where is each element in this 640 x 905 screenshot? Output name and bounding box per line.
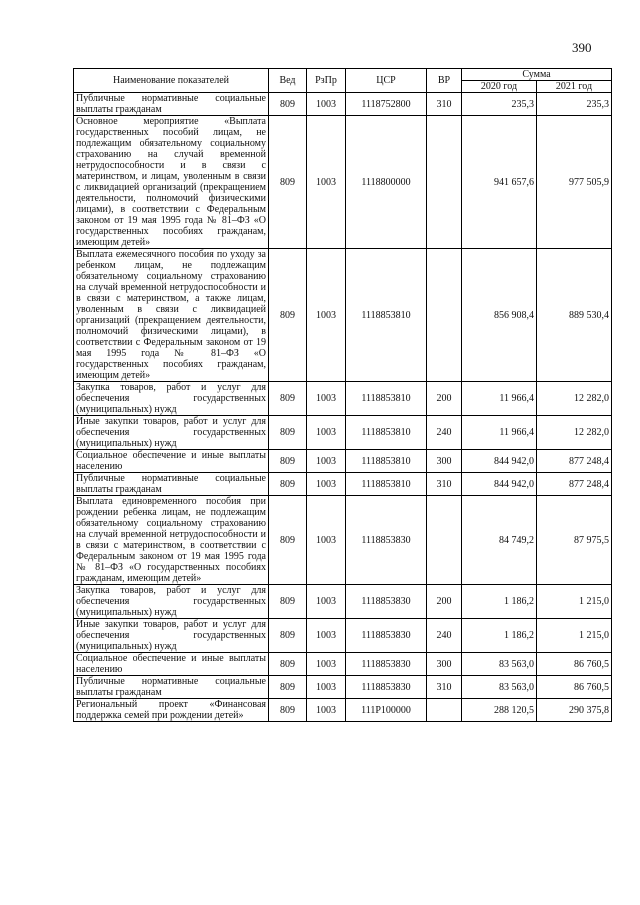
cell-rzpr: 1003 [307, 676, 346, 699]
cell-csr: 1118853810 [346, 450, 427, 473]
header-sum: Сумма [462, 69, 612, 81]
cell-rzpr: 1003 [307, 116, 346, 249]
cell-name: Социальное обеспечение и иные выплаты населению [74, 450, 269, 473]
cell-sum-2021: 235,3 [537, 93, 612, 116]
cell-ved: 809 [269, 653, 307, 676]
header-ved: Вед [269, 69, 307, 93]
cell-rzpr: 1003 [307, 450, 346, 473]
cell-sum-2021: 12 282,0 [537, 382, 612, 416]
table-row [74, 653, 612, 676]
cell-csr: 1118853810 [346, 382, 427, 416]
cell-ved: 809 [269, 496, 307, 585]
cell-name: Публичные нормативные социальные выплаты гражданам [74, 676, 269, 699]
cell-csr: 1118853810 [346, 249, 427, 382]
cell-sum-2021: 877 248,4 [537, 473, 612, 496]
cell-ved: 809 [269, 116, 307, 249]
table-header [74, 69, 612, 93]
table-row [74, 382, 612, 416]
cell-csr: 1118752800 [346, 93, 427, 116]
cell-sum-2020: 941 657,6 [462, 116, 537, 249]
cell-csr: 1118853830 [346, 653, 427, 676]
cell-rzpr: 1003 [307, 496, 346, 585]
cell-ved: 809 [269, 585, 307, 619]
cell-vr [427, 249, 462, 382]
cell-name: Иные закупки товаров, работ и услуг для обеспечения государственных (муниципальных) нужд [74, 416, 269, 450]
cell-rzpr: 1003 [307, 699, 346, 722]
cell-sum-2020: 844 942,0 [462, 450, 537, 473]
cell-name: Иные закупки товаров, работ и услуг для обеспечения государственных (муниципальных) нужд [74, 619, 269, 653]
cell-csr: 1118853830 [346, 676, 427, 699]
table-row [74, 496, 612, 585]
table-row [74, 619, 612, 653]
cell-name: Региональный проект «Финансовая поддержка семей при рождении детей» [74, 699, 269, 722]
cell-ved: 809 [269, 450, 307, 473]
cell-name: Публичные нормативные социальные выплаты гражданам [74, 473, 269, 496]
cell-csr: 1118853830 [346, 585, 427, 619]
cell-name: Выплата ежемесячного пособия по уходу за ребенком лицам, не подлежащим обязательному социальному страхованию на случай временной нетрудоспособности и в связи с материнством, а также лицам, уволенным в связи с ликвидацией организаций (прекращением деятельности, полномочий физическими лицами), в соответствии с Федеральным законом от 19 мая 1995 года № 81–ФЗ «О государственных пособиях гражданам, имеющим детей» [74, 249, 269, 382]
cell-sum-2021: 977 505,9 [537, 116, 612, 249]
cell-sum-2021: 1 215,0 [537, 585, 612, 619]
cell-sum-2020: 844 942,0 [462, 473, 537, 496]
cell-sum-2020: 83 563,0 [462, 653, 537, 676]
cell-ved: 809 [269, 473, 307, 496]
cell-sum-2020: 235,3 [462, 93, 537, 116]
cell-vr: 300 [427, 450, 462, 473]
cell-csr: 1118800000 [346, 116, 427, 249]
header-name: Наименование показателей [74, 69, 269, 93]
header-rzpr: РзПр [307, 69, 346, 93]
cell-sum-2020: 1 186,2 [462, 585, 537, 619]
cell-rzpr: 1003 [307, 619, 346, 653]
header-2021: 2021 год [537, 81, 612, 93]
cell-sum-2021: 86 760,5 [537, 676, 612, 699]
cell-vr: 310 [427, 676, 462, 699]
cell-ved: 809 [269, 619, 307, 653]
cell-name: Выплата единовременного пособия при рождении ребенка лицам, не подлежащим обязательному социальному страхованию на случай временной нетрудоспособности и в связи с материнством, в соответствии с Федеральным законом от 19 мая 1995 года № 81–ФЗ «О государственных пособиях гражданам, имеющим детей» [74, 496, 269, 585]
table-row [74, 699, 612, 722]
header-csr: ЦСР [346, 69, 427, 93]
cell-name: Основное мероприятие «Выплата государственных пособий лицам, не подлежащим обязательному социальному страхованию на случай временной нетрудоспособности и в связи с материнством, и лицам, уволенным в связи с ликвидацией организаций (прекращением деятельности, полномочий физическими лицами), в соответствии с Федеральным законом от 19 мая 1995 года № 81–ФЗ «О государственных пособиях гражданам, имеющим детей» [74, 116, 269, 249]
cell-vr: 240 [427, 416, 462, 450]
table-row [74, 116, 612, 249]
cell-vr: 300 [427, 653, 462, 676]
cell-vr [427, 496, 462, 585]
cell-name: Социальное обеспечение и иные выплаты населению [74, 653, 269, 676]
cell-csr: 1118853810 [346, 416, 427, 450]
cell-rzpr: 1003 [307, 382, 346, 416]
cell-sum-2021: 87 975,5 [537, 496, 612, 585]
cell-vr: 240 [427, 619, 462, 653]
table-row [74, 450, 612, 473]
cell-rzpr: 1003 [307, 585, 346, 619]
cell-rzpr: 1003 [307, 416, 346, 450]
cell-name: Публичные нормативные социальные выплаты гражданам [74, 93, 269, 116]
cell-sum-2020: 856 908,4 [462, 249, 537, 382]
table-row [74, 249, 612, 382]
cell-ved: 809 [269, 699, 307, 722]
cell-ved: 809 [269, 93, 307, 116]
budget-table [73, 68, 612, 722]
cell-sum-2020: 83 563,0 [462, 676, 537, 699]
cell-rzpr: 1003 [307, 249, 346, 382]
cell-ved: 809 [269, 249, 307, 382]
cell-ved: 809 [269, 382, 307, 416]
cell-sum-2020: 1 186,2 [462, 619, 537, 653]
page-number: 390 [572, 40, 592, 55]
cell-sum-2020: 11 966,4 [462, 382, 537, 416]
cell-rzpr: 1003 [307, 93, 346, 116]
cell-csr: 111P100000 [346, 699, 427, 722]
table-row [74, 585, 612, 619]
cell-vr [427, 699, 462, 722]
cell-vr: 200 [427, 382, 462, 416]
cell-name: Закупка товаров, работ и услуг для обеспечения государственных (муниципальных) нужд [74, 382, 269, 416]
table-row [74, 416, 612, 450]
cell-sum-2020: 84 749,2 [462, 496, 537, 585]
cell-ved: 809 [269, 676, 307, 699]
cell-vr: 200 [427, 585, 462, 619]
table-row [74, 93, 612, 116]
header-vr: ВР [427, 69, 462, 93]
table-row [74, 676, 612, 699]
cell-sum-2021: 1 215,0 [537, 619, 612, 653]
header-2020: 2020 год [462, 81, 537, 93]
cell-sum-2021: 889 530,4 [537, 249, 612, 382]
cell-csr: 1118853810 [346, 473, 427, 496]
cell-vr: 310 [427, 93, 462, 116]
cell-sum-2021: 12 282,0 [537, 416, 612, 450]
cell-sum-2020: 11 966,4 [462, 416, 537, 450]
cell-sum-2021: 877 248,4 [537, 450, 612, 473]
cell-sum-2021: 290 375,8 [537, 699, 612, 722]
cell-sum-2020: 288 120,5 [462, 699, 537, 722]
cell-sum-2021: 86 760,5 [537, 653, 612, 676]
cell-csr: 1118853830 [346, 496, 427, 585]
cell-vr: 310 [427, 473, 462, 496]
cell-rzpr: 1003 [307, 653, 346, 676]
cell-name: Закупка товаров, работ и услуг для обеспечения государственных (муниципальных) нужд [74, 585, 269, 619]
table-body [74, 93, 612, 722]
cell-csr: 1118853830 [346, 619, 427, 653]
cell-ved: 809 [269, 416, 307, 450]
cell-vr [427, 116, 462, 249]
cell-rzpr: 1003 [307, 473, 346, 496]
table-row [74, 473, 612, 496]
